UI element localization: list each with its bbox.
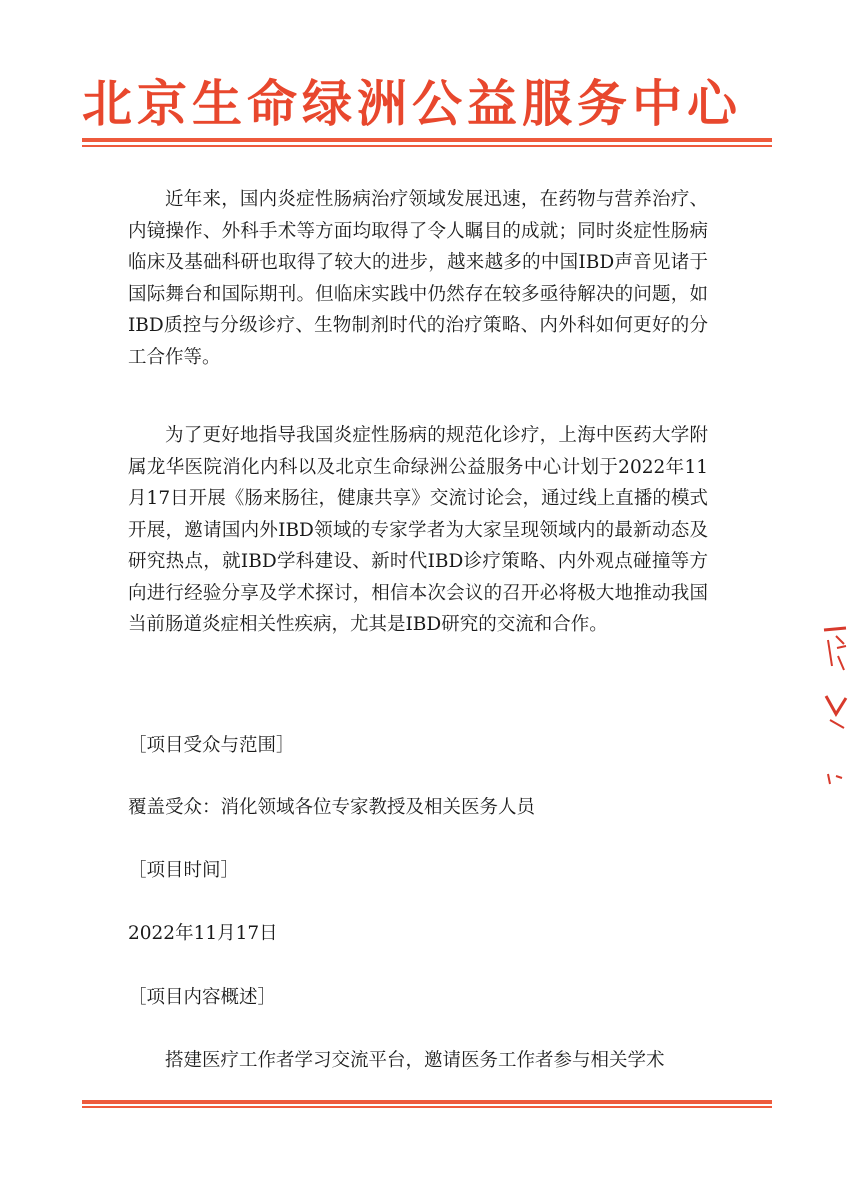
paragraph-content-summary: 搭建医疗工作者学习交流平台，邀请医务工作者参与相关学术 [165, 1050, 665, 1071]
audience-text: 覆盖受众：消化领域各位专家教授及相关医务人员 [128, 797, 536, 818]
header-rule-thick [82, 138, 772, 142]
project-date: 2022年11月17日 [128, 923, 278, 944]
section-heading-time: ［项目时间］ [128, 860, 240, 881]
footer-rule-thin [82, 1106, 772, 1108]
seal-fragment-icon [822, 626, 848, 676]
section-heading-audience: ［项目受众与范围］ [128, 735, 295, 756]
paragraph-background: 近年来，国内炎症性肠病治疗领域发展迅速，在药物与营养治疗、内镜操作、外科手术等方面均取得了令人瞩目的成就；同时炎症性肠病临床及基础科研也取得了较大的进步，越来越多的中国IBD声音见诸于国际舞台和国际期刊。但临床实践中仍然存在较多亟待解决的问题，如IBD质控与分级诊疗、生物制剂时代的治疗策略、内外科如何更好的分工合作等。 [128, 189, 708, 368]
section-heading-content: ［项目内容概述］ [128, 987, 277, 1008]
footer-rule-thick [82, 1100, 772, 1104]
paragraph-plan: 为了更好地指导我国炎症性肠病的规范化诊疗，上海中医药大学附属龙华医院消化内科以及北京生命绿洲公益服务中心计划于2022年11月17日开展《肠来肠往，健康共享》交流讨论会，通过线上直播的模式开展，邀请国内外IBD领域的专家学者为大家呈现领域内的最新动态及研究热点，就IBD学科建设、新时代IBD诊疗策略、内外观点碰撞等方向进行经验分享及学术探讨，相信本次会议的召开必将极大地推动我国当前肠道炎症相关性疾病，尤其是IBD研究的交流和合作。 [128, 425, 708, 635]
header-rule-thin [82, 145, 772, 147]
letterhead-title: 北京生命绿洲公益服务中心 [82, 74, 742, 133]
seal-fragment-icon [822, 770, 848, 794]
seal-fragment-icon [822, 690, 848, 734]
